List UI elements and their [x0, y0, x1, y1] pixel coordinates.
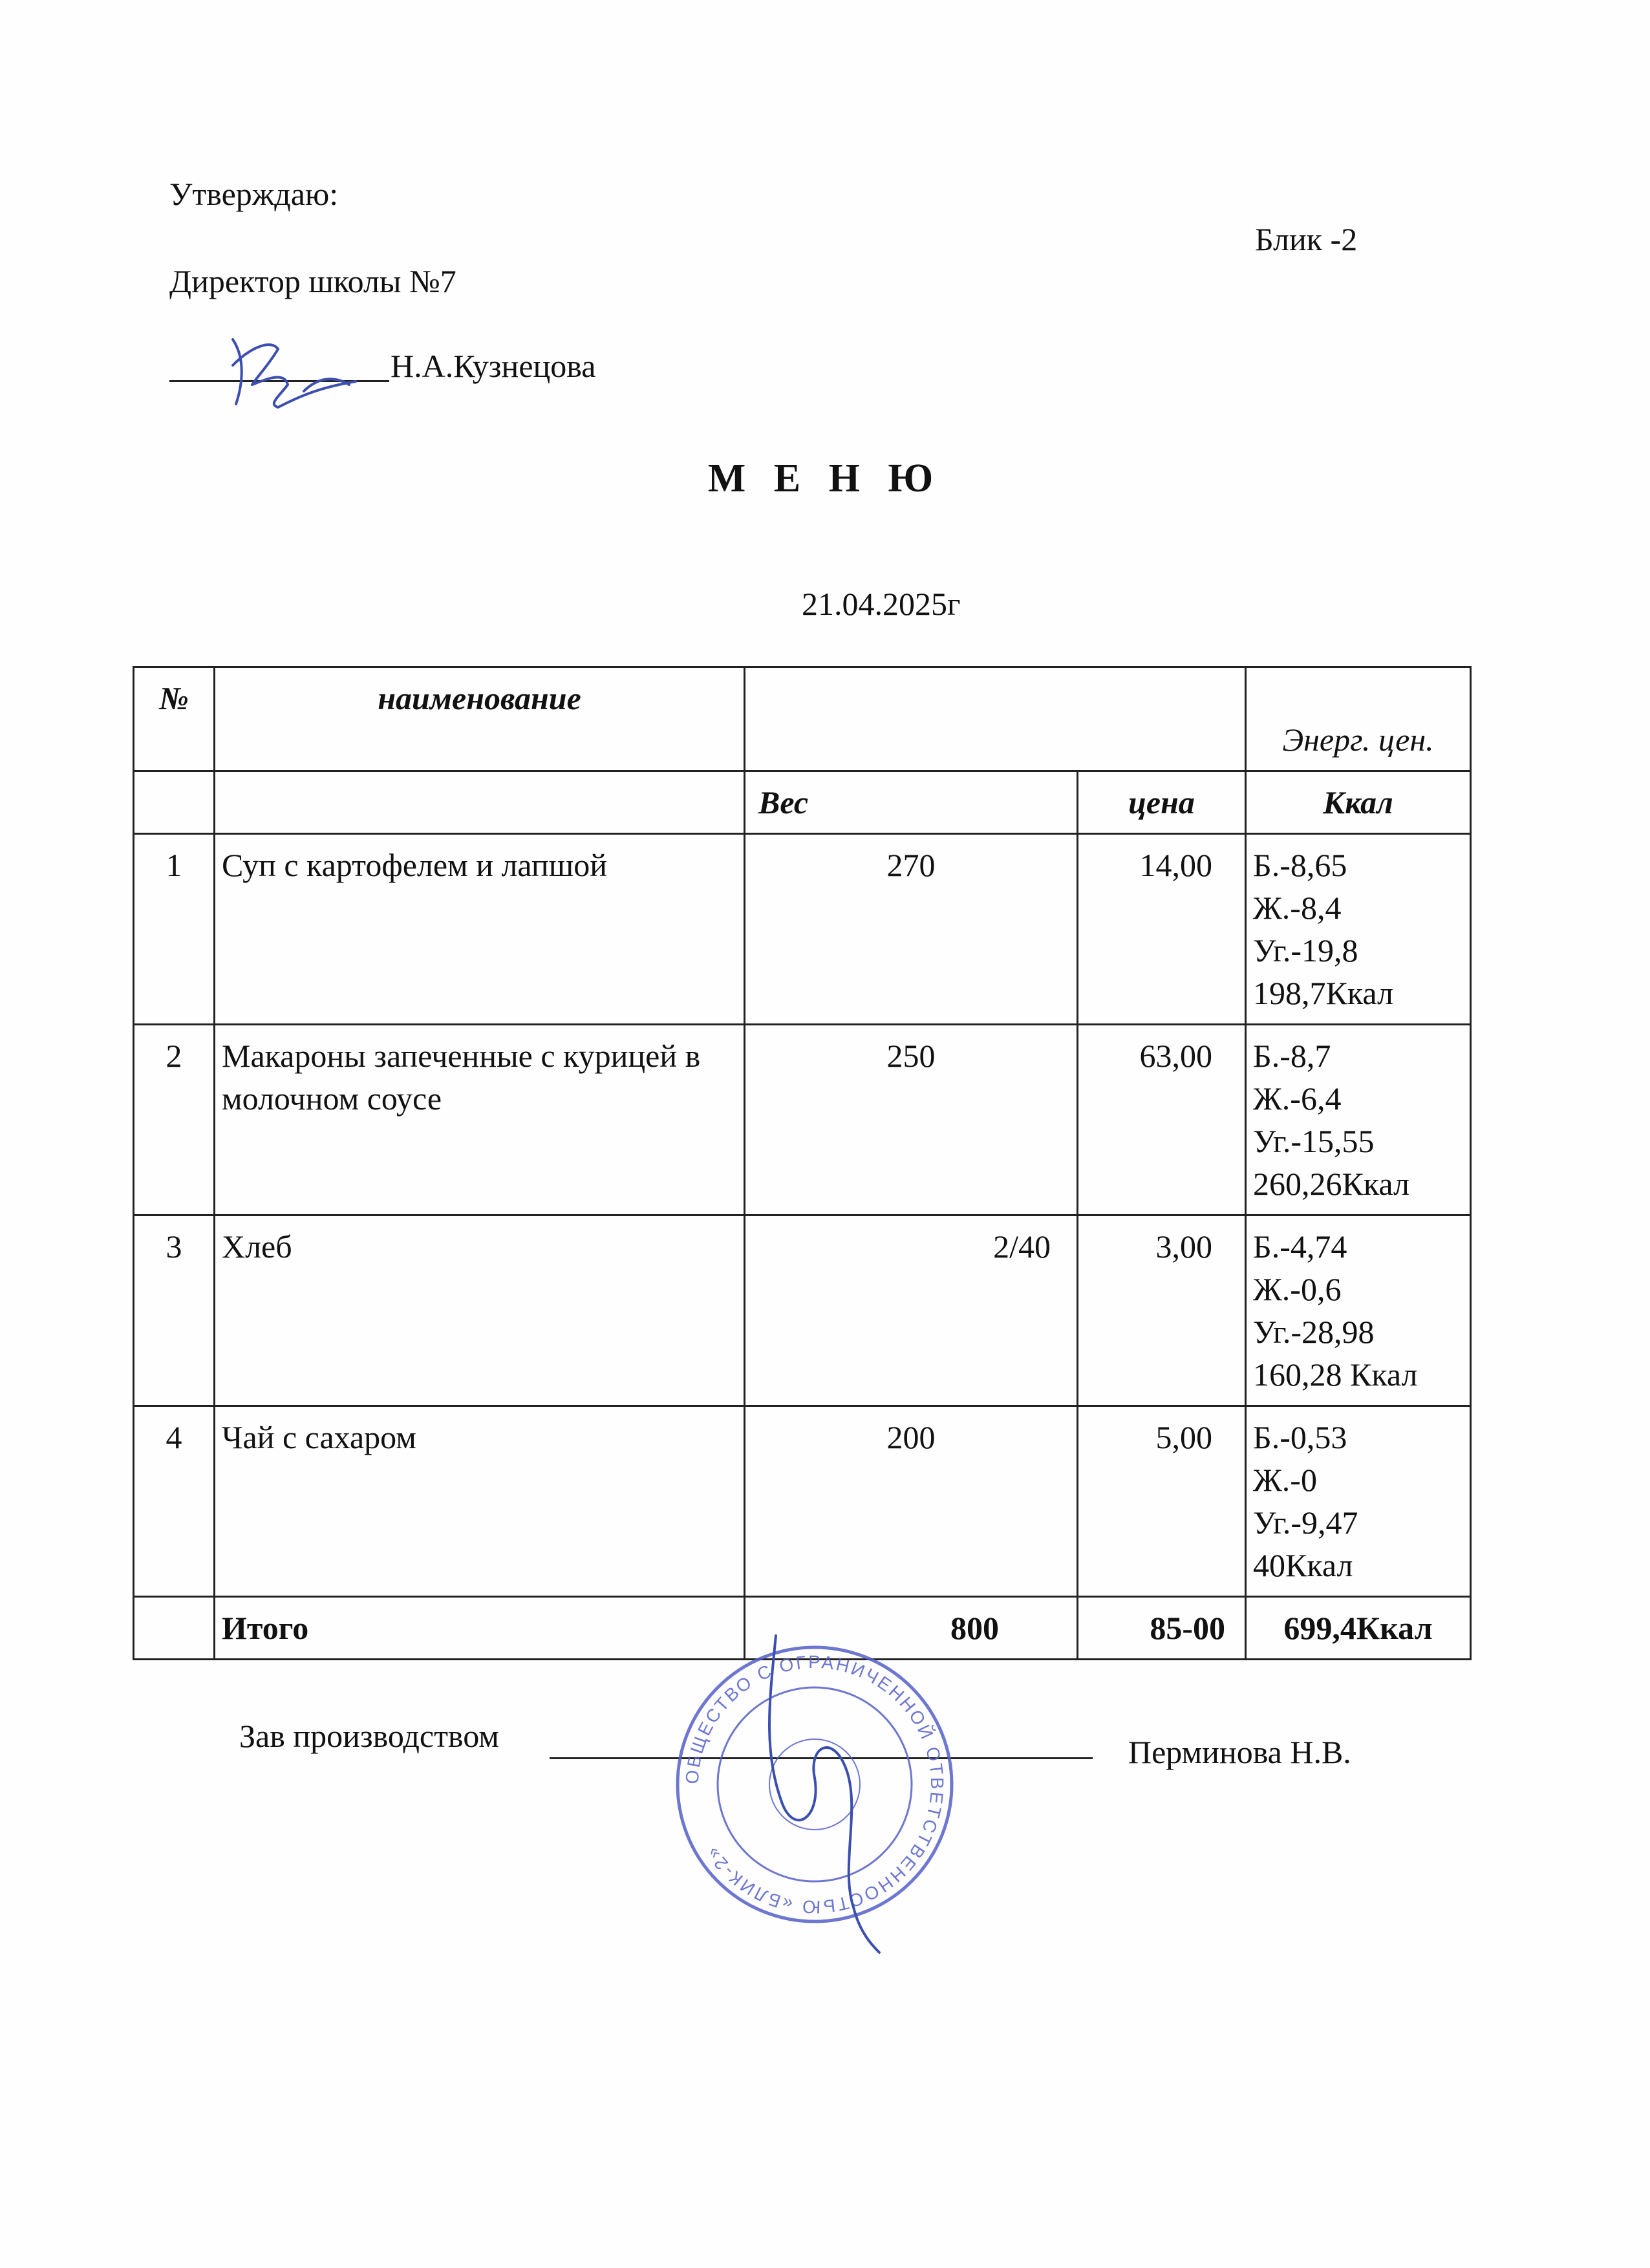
approval-label: Утверждаю: [169, 176, 339, 212]
total-label: Итого [215, 1597, 745, 1660]
col-name-header: наименование [215, 667, 745, 771]
col-weight-header: Вес [745, 771, 1078, 834]
production-manager-name: Перминова Н.В. [1128, 1734, 1351, 1770]
carbs-value: Уг.-19,8 [1253, 932, 1358, 968]
kcal-value: 160,28 Ккал [1253, 1356, 1418, 1393]
director-signature [207, 320, 375, 417]
carbs-value: Уг.-15,55 [1253, 1123, 1375, 1159]
dish-weight: 200 [745, 1406, 1078, 1597]
fat-value: Ж.-0,6 [1253, 1271, 1342, 1307]
fat-value: Ж.-0 [1253, 1462, 1317, 1498]
carbs-value: Уг.-28,98 [1253, 1314, 1375, 1350]
total-weight: 800 [745, 1597, 1078, 1660]
dish-name: Суп с картофелем и лапшой [215, 834, 745, 1025]
dish-name: Чай с сахаром [215, 1406, 745, 1597]
total-blank-cell [134, 1597, 215, 1660]
subheader-blank-cell [134, 771, 215, 834]
table-row [134, 1406, 1471, 1597]
row-number: 1 [134, 834, 215, 1025]
dish-nutrition [1246, 1406, 1471, 1597]
col-price-header: цена [1078, 771, 1246, 834]
row-number: 2 [134, 1025, 215, 1215]
fat-value: Ж.-6,4 [1253, 1080, 1342, 1117]
dish-weight: 250 [745, 1025, 1078, 1215]
carbs-value: Уг.-9,47 [1253, 1504, 1358, 1541]
kcal-value: 198,7Ккал [1253, 975, 1393, 1011]
total-price: 85-00 [1078, 1597, 1246, 1660]
director-name: Н.А.Кузнецова [391, 348, 596, 384]
kcal-value: 260,26Ккал [1253, 1166, 1409, 1202]
kcal-value: 40Ккал [1253, 1547, 1353, 1583]
table-row [134, 1215, 1471, 1406]
row-number: 4 [134, 1406, 215, 1597]
total-kcal: 699,4Ккал [1246, 1597, 1471, 1660]
subheader-blank-cell [215, 771, 745, 834]
table-row [134, 1025, 1471, 1215]
document-date: 21.04.2025г [802, 586, 961, 622]
dish-nutrition [1246, 1215, 1471, 1406]
form-code: Блик -2 [1255, 221, 1358, 257]
production-manager-signature [744, 1623, 905, 1959]
dish-price: 3,00 [1078, 1215, 1246, 1406]
dish-weight: 2/40 [745, 1215, 1078, 1406]
production-manager-label: Зав производством [239, 1718, 499, 1754]
table-row [134, 834, 1471, 1025]
dish-name: Хлеб [215, 1215, 745, 1406]
dish-price: 63,00 [1078, 1025, 1246, 1215]
dish-nutrition [1246, 834, 1471, 1025]
stamp-ring-text: ОБЩЕСТВО С ОГРАНИЧЕННОЙ ОТВЕТСТВЕННОСТЬЮ «БЛИК-2» [681, 1651, 948, 1918]
col-number-header: № [134, 667, 215, 771]
protein-value: Б.-4,74 [1253, 1228, 1347, 1265]
dish-price: 14,00 [1078, 834, 1246, 1025]
header-blank-cell [745, 667, 1246, 771]
row-number: 3 [134, 1215, 215, 1406]
col-energy-header: Энерг. цен. [1246, 667, 1471, 771]
table-subheader-row [134, 771, 1471, 834]
protein-value: Б.-8,7 [1253, 1038, 1331, 1074]
director-title: Директор школы №7 [169, 263, 456, 299]
fat-value: Ж.-8,4 [1253, 890, 1342, 926]
menu-table [133, 666, 1472, 1660]
dish-nutrition [1246, 1025, 1471, 1215]
table-header-row [134, 667, 1471, 771]
protein-value: Б.-0,53 [1253, 1419, 1347, 1455]
dish-price: 5,00 [1078, 1406, 1246, 1597]
dish-weight: 270 [745, 834, 1078, 1025]
col-kcal-header: Ккал [1246, 771, 1471, 834]
document-title: М Е Н Ю [707, 456, 943, 500]
dish-name: Макароны запеченные с курицей в молочном соусе [215, 1025, 745, 1215]
protein-value: Б.-8,65 [1253, 847, 1347, 883]
